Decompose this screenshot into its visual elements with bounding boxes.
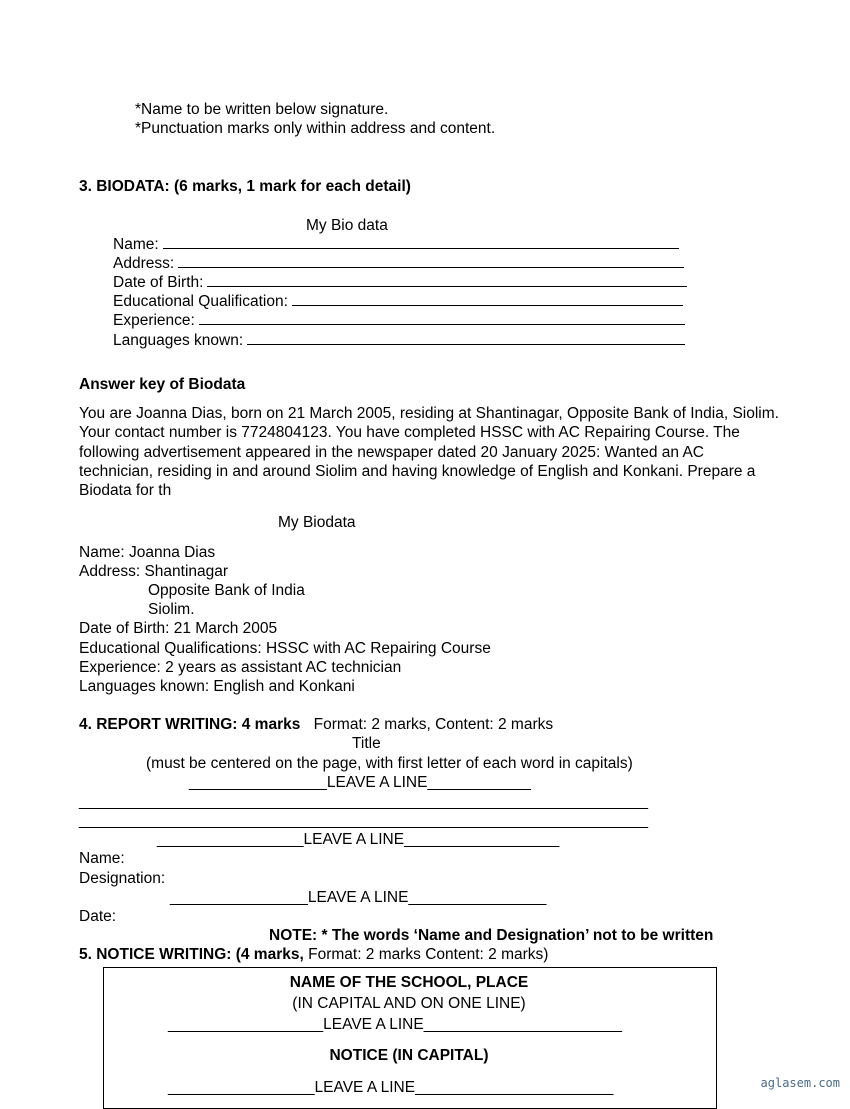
field-label: Languages known: xyxy=(113,332,244,349)
answer-experience: Experience: 2 years as assistant AC technician xyxy=(79,659,402,676)
notice-heading-line xyxy=(79,945,548,964)
report-title: Title xyxy=(352,735,381,752)
notice-leave-line: __________________LEAVE A LINE_______________________ xyxy=(168,1016,622,1033)
answer-key-heading: Answer key of Biodata xyxy=(79,376,246,393)
notice-school-line: NAME OF THE SCHOOL, PLACE xyxy=(289,974,529,991)
answer-languages: Languages known: English and Konkani xyxy=(79,678,355,695)
field-label: Address: xyxy=(113,255,175,272)
report-note: NOTE: * The words ‘Name and Designation’ not to be written xyxy=(269,927,714,944)
report-blank-line: __________________________________________________________________ xyxy=(79,812,648,829)
note-punctuation: *Punctuation marks only within address and content. xyxy=(135,120,496,137)
field-blank-line xyxy=(207,273,687,287)
answer-address: Address: Shantinagar xyxy=(79,563,229,580)
field-blank-line xyxy=(292,292,683,306)
field-label: Experience: xyxy=(113,312,195,329)
report-centered-note: (must be centered on the page, with first letter of each word in capitals) xyxy=(146,755,633,772)
field-dob xyxy=(113,273,687,292)
field-address xyxy=(113,254,684,273)
report-blank-line: __________________________________________________________________ xyxy=(79,793,648,810)
answer-key-paragraph: You are Joanna Dias, born on 21 March 2005, residing at Shantinagar, Opposite Bank of India, Siolim. Your contact number is 7724804123. You have completed HSSC with AC Repairing Course. The following advertisement appeared in the newspaper dated 20 January 2025: Wanted an AC technician, residing in and around Siolim and having knowledge of English and Konkani. Prepare a Biodata for th xyxy=(79,405,779,500)
report-heading-line xyxy=(79,715,553,734)
field-qualification xyxy=(113,292,683,311)
field-label: Name: xyxy=(113,236,159,253)
report-date-label: Date: xyxy=(79,908,117,925)
biodata-form-title: My Bio data xyxy=(306,217,388,234)
biodata-heading: 3. BIODATA: (6 marks, 1 mark for each detail) xyxy=(79,178,411,195)
answer-dob: Date of Birth: 21 March 2005 xyxy=(79,620,278,637)
field-languages xyxy=(113,331,685,350)
field-name xyxy=(113,235,679,254)
report-leave-line: ________________LEAVE A LINE________________ xyxy=(170,889,547,906)
notice-title: NOTICE (IN CAPITAL) xyxy=(329,1047,489,1064)
answer-qualifications: Educational Qualifications: HSSC with AC Repairing Course xyxy=(79,640,491,657)
answer-title: My Biodata xyxy=(278,514,356,531)
answer-address-line-3: Siolim. xyxy=(148,601,195,618)
answer-name: Name: Joanna Dias xyxy=(79,544,216,561)
watermark: aglasem.com xyxy=(760,1076,840,1090)
notice-heading: 5. NOTICE WRITING: (4 marks, xyxy=(79,946,304,963)
field-blank-line xyxy=(247,331,685,345)
report-heading: 4. REPORT WRITING: 4 marks xyxy=(79,716,301,733)
note-signature: *Name to be written below signature. xyxy=(135,101,389,118)
field-label: Date of Birth: xyxy=(113,274,204,291)
report-name-label: Name: xyxy=(79,850,125,867)
field-experience xyxy=(113,311,685,330)
field-blank-line xyxy=(178,254,684,268)
field-blank-line xyxy=(199,311,685,325)
report-designation-label: Designation: xyxy=(79,870,166,887)
report-format: Format: 2 marks, Content: 2 marks xyxy=(313,716,554,733)
report-leave-line: _________________LEAVE A LINE__________________ xyxy=(157,831,560,848)
field-label: Educational Qualification: xyxy=(113,293,288,310)
answer-address-line-2: Opposite Bank of India xyxy=(148,582,305,599)
notice-format: Format: 2 marks Content: 2 marks) xyxy=(308,946,549,963)
report-leave-line: ________________LEAVE A LINE____________ xyxy=(189,774,531,791)
notice-leave-line: _________________LEAVE A LINE_______________________ xyxy=(168,1079,614,1096)
field-blank-line xyxy=(163,235,679,249)
notice-capital-note: (IN CAPITAL AND ON ONE LINE) xyxy=(292,995,526,1012)
